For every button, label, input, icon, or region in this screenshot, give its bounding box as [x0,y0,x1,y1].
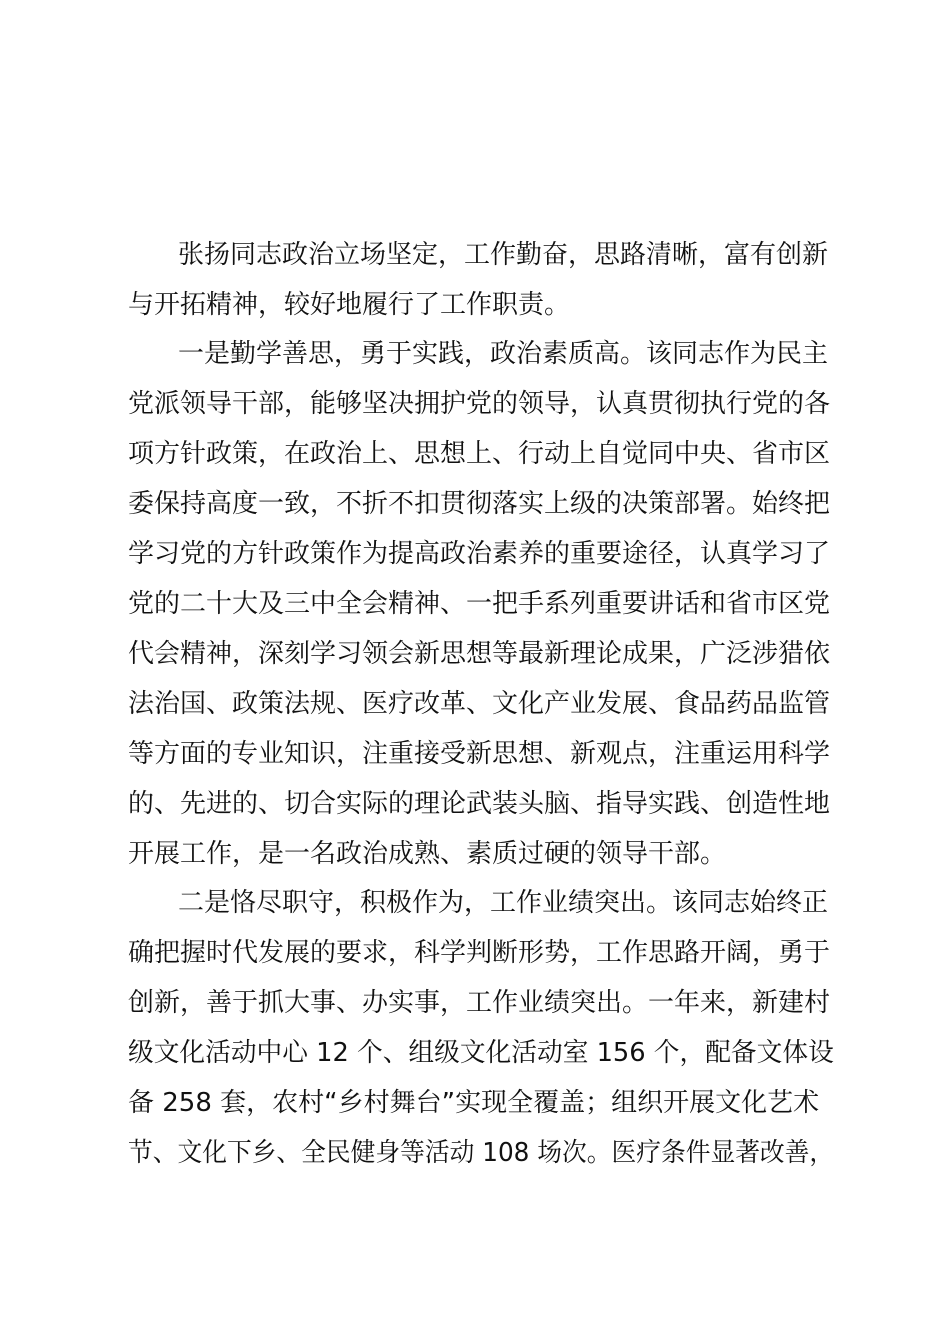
paragraph-3-line-4 [0,1028,950,1078]
paragraph-2-line-10 [0,779,950,829]
paragraph-2-line-3 [0,429,950,479]
text-line: 法治国、政策法规、医疗改革、文化产业发展、食品药品监管 [128,689,831,719]
text-line: 创新，善于抓大事、办实事，工作业绩突出。一年来，新建村 [128,988,831,1018]
paragraph-2-line-11 [0,829,950,879]
paragraph-1-line-1 [0,230,950,280]
paragraph-2-line-6 [0,579,950,629]
paragraph-2-line-5 [0,529,950,579]
text-line: 项方针政策，在政治上、思想上、行动上自觉同中央、省市区 [128,439,831,469]
text-line: 党派领导干部，能够坚决拥护党的领导，认真贯彻执行党的各 [128,389,831,419]
text-line: 党的二十大及三中全会精神、一把手系列重要讲话和省市区党 [128,589,831,619]
paragraph-2-line-4 [0,479,950,529]
text-line: 二是恪尽职守，积极作为，工作业绩突出。该同志始终正 [178,888,829,918]
paragraph-3-line-6 [0,1128,950,1178]
text-line: 节、文化下乡、全民健身等活动 108 场次。医疗条件显著改善， [128,1138,835,1168]
paragraph-3-line-1 [0,878,950,928]
paragraph-3-line-2 [0,928,950,978]
text-line: 张扬同志政治立场坚定，工作勤奋，思路清晰，富有创新 [178,240,829,270]
text-line: 委保持高度一致，不折不扣贯彻落实上级的决策部署。始终把 [128,489,831,519]
paragraph-3-line-3 [0,978,950,1028]
paragraph-2-line-7 [0,629,950,679]
text-line: 的、先进的、切合实际的理论武装头脑、指导实践、创造性地 [128,789,831,819]
paragraph-3-line-5 [0,1078,950,1128]
text-line: 确把握时代发展的要求，科学判断形势，工作思路开阔，勇于 [128,938,831,968]
text-line: 开展工作，是一名政治成熟、素质过硬的领导干部。 [128,839,727,869]
text-line: 学习党的方针政策作为提高政治素养的重要途径，认真学习了 [128,539,831,569]
text-line: 备 258 套，农村“乡村舞台”实现全覆盖；组织开展文化艺术 [128,1088,820,1118]
paragraph-2-line-2 [0,379,950,429]
text-line: 一是勤学善思，勇于实践，政治素质高。该同志作为民主 [178,339,829,369]
paragraph-2-line-9 [0,729,950,779]
text-line: 等方面的专业知识，注重接受新思想、新观点，注重运用科学 [128,739,831,769]
paragraph-2-line-1 [0,329,950,379]
text-line: 与开拓精神，较好地履行了工作职责。 [128,290,571,320]
paragraph-1-line-2 [0,280,950,330]
text-line: 代会精神，深刻学习领会新思想等最新理论成果，广泛涉猎依 [128,639,831,669]
paragraph-2-line-8 [0,679,950,729]
text-line: 级文化活动中心 12 个、组级文化活动室 156 个，配备文体设 [128,1038,834,1068]
